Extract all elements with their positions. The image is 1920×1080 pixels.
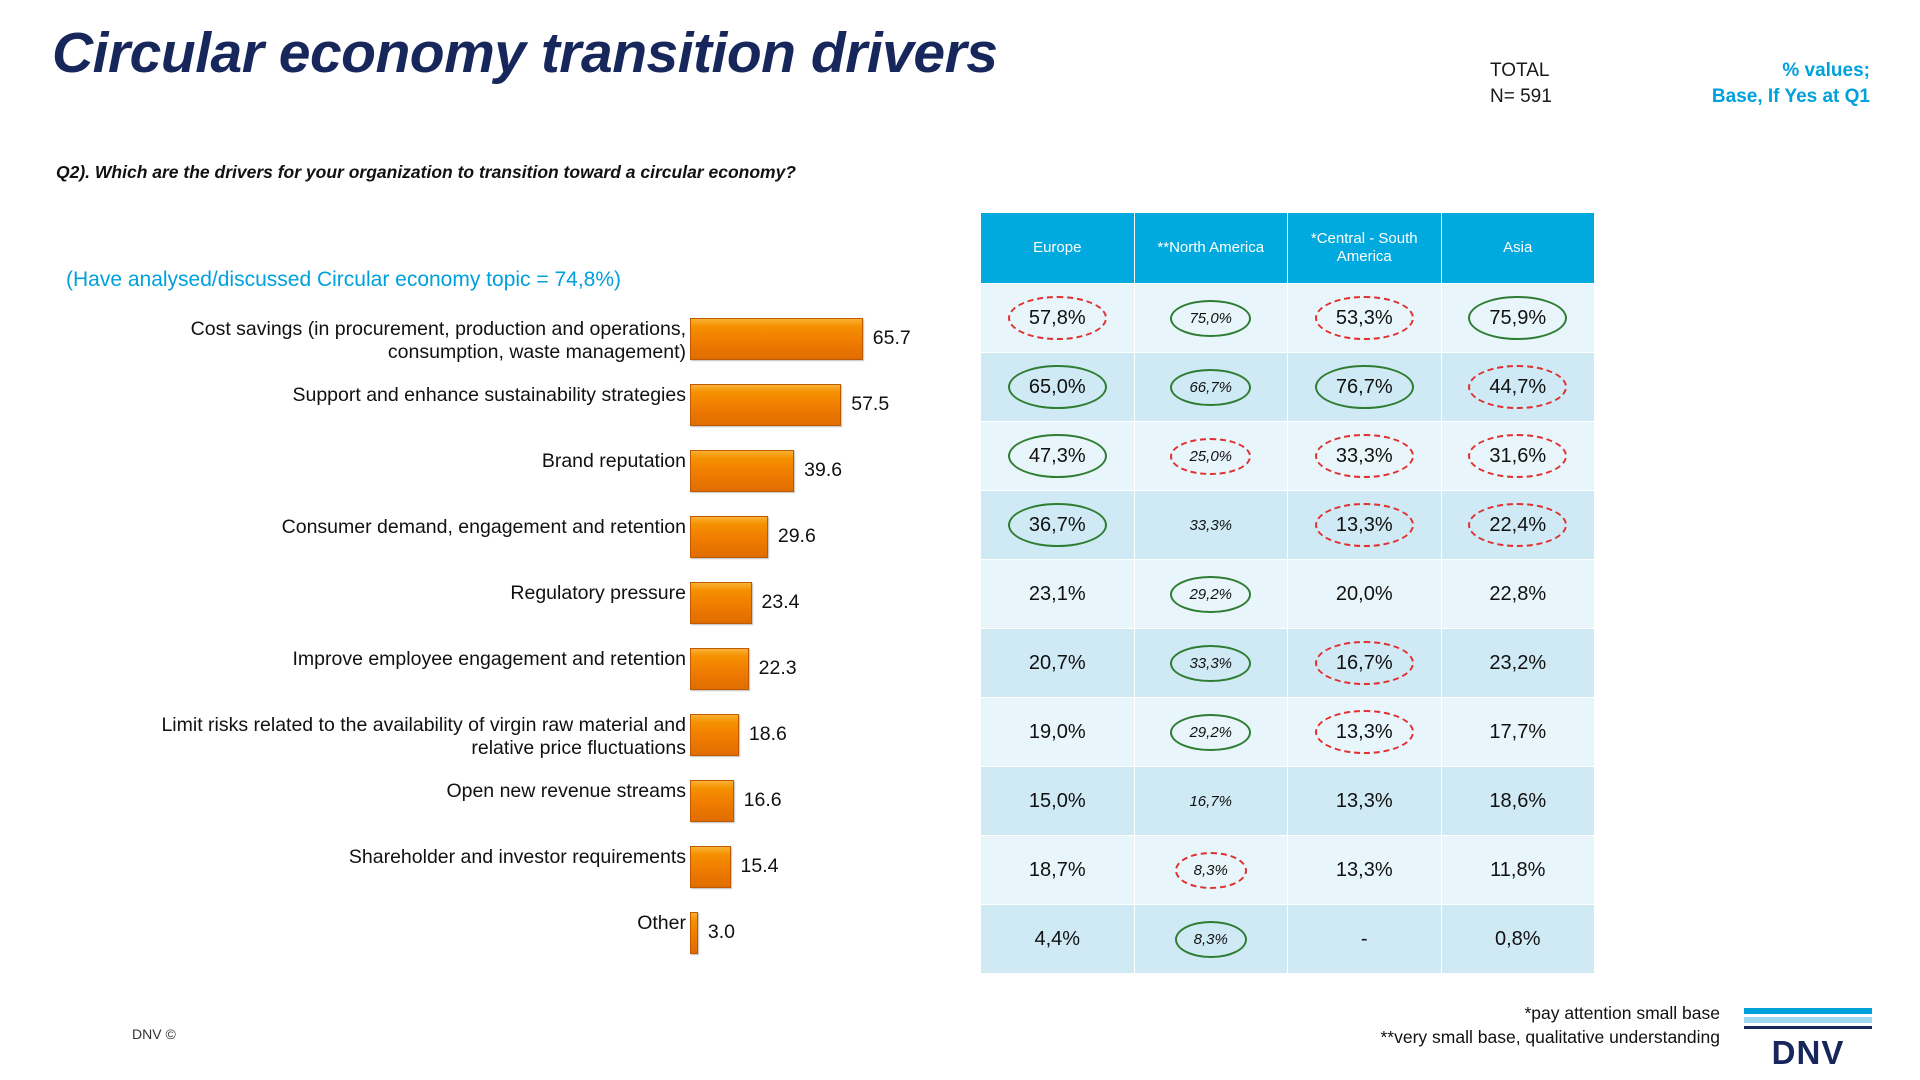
bar-value-label: 29.6 — [777, 525, 816, 547]
cell-value-highlighted: 53,3% — [1318, 300, 1411, 336]
cell-value: 13,3% — [1335, 790, 1393, 812]
bar-value-label: 57.5 — [851, 393, 890, 415]
table-cell — [981, 353, 1135, 422]
logo-bar-blue — [1744, 1008, 1872, 1014]
table-row — [981, 767, 1595, 836]
regions-table — [980, 212, 1595, 974]
bar-track — [690, 516, 768, 558]
table-cell — [1134, 422, 1288, 491]
table-cell — [1134, 836, 1288, 905]
table-row — [981, 491, 1595, 560]
cell-value-highlighted: 76,7% — [1318, 369, 1411, 405]
table-cell — [1288, 836, 1442, 905]
cell-value-highlighted: 47,3% — [1011, 438, 1104, 474]
table-cell — [981, 698, 1135, 767]
table-cell — [1288, 353, 1442, 422]
table-cell — [1288, 629, 1442, 698]
table-cell — [1288, 422, 1442, 491]
table-column-header: Asia — [1441, 213, 1595, 284]
table-cell — [981, 491, 1135, 560]
logo-bar-navy — [1744, 1026, 1872, 1029]
bar-value-label: 39.6 — [804, 459, 843, 481]
cell-value-highlighted: 13,3% — [1318, 507, 1411, 543]
bar-value-label: 22.3 — [758, 657, 797, 679]
table-cell — [1288, 698, 1442, 767]
bar-row — [50, 780, 930, 846]
bar-track — [690, 912, 698, 954]
regions-table-wrapper — [980, 212, 1595, 974]
table-cell — [1134, 698, 1288, 767]
cell-value-highlighted: 8,3% — [1178, 856, 1244, 885]
table-column-header: *Central - South America — [1288, 213, 1442, 284]
bar-row — [50, 384, 930, 450]
bar-row — [50, 912, 930, 978]
bar-category-label: Support and enhance sustainability strategies — [292, 384, 686, 406]
table-cell — [1441, 560, 1595, 629]
footnote-one: *pay attention small base — [1524, 1003, 1720, 1023]
bar-row — [50, 318, 930, 384]
cell-value-highlighted: 33,3% — [1173, 649, 1248, 678]
table-cell — [1441, 767, 1595, 836]
bar — [690, 648, 749, 690]
table-header-row — [981, 213, 1595, 284]
cell-value: 20,0% — [1335, 583, 1393, 605]
copyright-text: DNV © — [132, 1026, 176, 1042]
bar-category-label: Open new revenue streams — [446, 780, 686, 802]
cell-value-highlighted: 44,7% — [1471, 369, 1564, 405]
bar-category-label: Limit risks related to the availability of virgin raw material and relative price fluctuations — [161, 714, 686, 759]
bar — [690, 384, 841, 426]
base-note — [1712, 58, 1870, 109]
table-cell — [1134, 353, 1288, 422]
table-cell — [981, 767, 1135, 836]
bar-row — [50, 648, 930, 714]
table-cell — [981, 422, 1135, 491]
bar-value-label: 18.6 — [748, 723, 787, 745]
bar-track — [690, 318, 863, 360]
cell-value-highlighted: 66,7% — [1173, 373, 1248, 402]
bar — [690, 516, 768, 558]
table-cell — [1288, 560, 1442, 629]
bar-category-label: Cost savings (in procurement, production and operations, consumption, waste management) — [190, 318, 686, 363]
cell-value: 0,8% — [1494, 928, 1541, 950]
table-row — [981, 629, 1595, 698]
bar-category-label: Brand reputation — [541, 450, 686, 472]
table-cell — [1134, 629, 1288, 698]
table-cell — [1441, 491, 1595, 560]
table-row — [981, 836, 1595, 905]
bar-track — [690, 582, 752, 624]
table-row — [981, 698, 1595, 767]
table-cell — [1441, 629, 1595, 698]
analysed-note: (Have analysed/discussed Circular economy topic = 74,8%) — [66, 268, 622, 291]
footnote-two: **very small base, qualitative understanding — [1380, 1026, 1720, 1047]
bar — [690, 450, 794, 492]
bar — [690, 714, 739, 756]
bar-row — [50, 582, 930, 648]
table-row — [981, 284, 1595, 353]
cell-value: 23,2% — [1489, 652, 1547, 674]
page-title: Circular economy transition drivers — [52, 21, 998, 85]
table-row — [981, 560, 1595, 629]
footnotes — [1381, 1002, 1721, 1049]
cell-value: 20,7% — [1028, 652, 1086, 674]
cell-value: 4,4% — [1034, 928, 1081, 950]
cell-value: 17,7% — [1489, 721, 1547, 743]
bar-track — [690, 384, 841, 426]
table-column-header: Europe — [981, 213, 1135, 284]
cell-value: 33,3% — [1189, 516, 1233, 534]
cell-value-highlighted: 29,2% — [1173, 580, 1248, 609]
question-text: Q2). Which are the drivers for your organization to transition toward a circular economy? — [56, 162, 796, 182]
table-row — [981, 353, 1595, 422]
cell-value-highlighted: 65,0% — [1011, 369, 1104, 405]
bar-track — [690, 648, 749, 690]
bar-track — [690, 450, 794, 492]
total-base-block — [1490, 58, 1552, 109]
cell-value: 22,8% — [1489, 583, 1547, 605]
cell-value-highlighted: 75,0% — [1173, 304, 1248, 333]
bar-category-label: Regulatory pressure — [510, 582, 686, 604]
table-column-header: **North America — [1134, 213, 1288, 284]
cell-value-highlighted: 8,3% — [1178, 925, 1244, 954]
table-cell — [1441, 284, 1595, 353]
table-cell — [1288, 284, 1442, 353]
cell-value: 19,0% — [1028, 721, 1086, 743]
cell-value-highlighted: 16,7% — [1318, 645, 1411, 681]
cell-value-highlighted: 25,0% — [1173, 442, 1248, 471]
table-cell — [1441, 836, 1595, 905]
bar — [690, 582, 752, 624]
logo-bar-lightblue — [1744, 1017, 1872, 1023]
table-cell — [981, 629, 1135, 698]
table-row — [981, 905, 1595, 974]
bar-value-label: 16.6 — [743, 789, 782, 811]
bar-value-label: 3.0 — [707, 921, 735, 943]
logo-wordmark: DNV — [1771, 1034, 1845, 1071]
table-row — [981, 422, 1595, 491]
table-cell — [981, 560, 1135, 629]
table-cell — [1134, 560, 1288, 629]
bar — [690, 846, 731, 888]
table-cell — [1441, 422, 1595, 491]
bar-row — [50, 516, 930, 582]
bar-category-label: Consumer demand, engagement and retention — [281, 516, 686, 538]
bar — [690, 780, 734, 822]
cell-value-highlighted: 22,4% — [1471, 507, 1564, 543]
bar-track — [690, 780, 734, 822]
base-note-line2: Base, If Yes at Q1 — [1711, 85, 1870, 107]
cell-value: 18,7% — [1028, 859, 1086, 881]
base-note-line1: % values; — [1782, 60, 1870, 81]
cell-value: 13,3% — [1335, 859, 1393, 881]
bar-track — [690, 714, 739, 756]
bar-value-label: 65.7 — [872, 327, 911, 349]
cell-value-highlighted: 13,3% — [1318, 714, 1411, 750]
table-cell — [1134, 491, 1288, 560]
cell-value: 16,7% — [1189, 792, 1233, 810]
bar-row — [50, 714, 930, 780]
cell-value-highlighted: 75,9% — [1471, 300, 1564, 336]
table-cell — [1441, 905, 1595, 974]
cell-value-highlighted: 29,2% — [1173, 718, 1248, 747]
bar-category-label: Other — [637, 912, 686, 934]
table-cell — [981, 284, 1135, 353]
bar-chart — [50, 318, 930, 978]
table-cell — [981, 836, 1135, 905]
bar-track — [690, 846, 731, 888]
cell-value: - — [1360, 928, 1368, 950]
bar-value-label: 23.4 — [761, 591, 800, 613]
cell-value: 18,6% — [1489, 790, 1547, 812]
table-cell — [1288, 905, 1442, 974]
bar-row — [50, 450, 930, 516]
bar-category-label: Improve employee engagement and retention — [292, 648, 686, 670]
cell-value-highlighted: 57,8% — [1011, 300, 1104, 336]
bar-category-label: Shareholder and investor requirements — [348, 846, 686, 868]
table-body — [981, 284, 1595, 974]
cell-value: 11,8% — [1490, 859, 1546, 881]
table-cell — [981, 905, 1135, 974]
table-cell — [1288, 767, 1442, 836]
cell-value-highlighted: 36,7% — [1011, 507, 1104, 543]
bar-value-label: 15.4 — [740, 855, 779, 877]
table-cell — [1441, 698, 1595, 767]
table-cell — [1134, 767, 1288, 836]
cell-value: 15,0% — [1028, 790, 1086, 812]
total-base-value: N= 591 — [1490, 85, 1552, 107]
bar — [690, 318, 863, 360]
bar-row — [50, 846, 930, 912]
table-cell — [1134, 905, 1288, 974]
table-cell — [1288, 491, 1442, 560]
cell-value-highlighted: 33,3% — [1318, 438, 1411, 474]
total-label: TOTAL — [1490, 60, 1550, 81]
bar — [690, 912, 698, 954]
table-cell — [1134, 284, 1288, 353]
cell-value-highlighted: 31,6% — [1471, 438, 1564, 474]
cell-value: 23,1% — [1028, 583, 1086, 605]
table-cell — [1441, 353, 1595, 422]
dnv-logo — [1744, 1008, 1872, 1072]
